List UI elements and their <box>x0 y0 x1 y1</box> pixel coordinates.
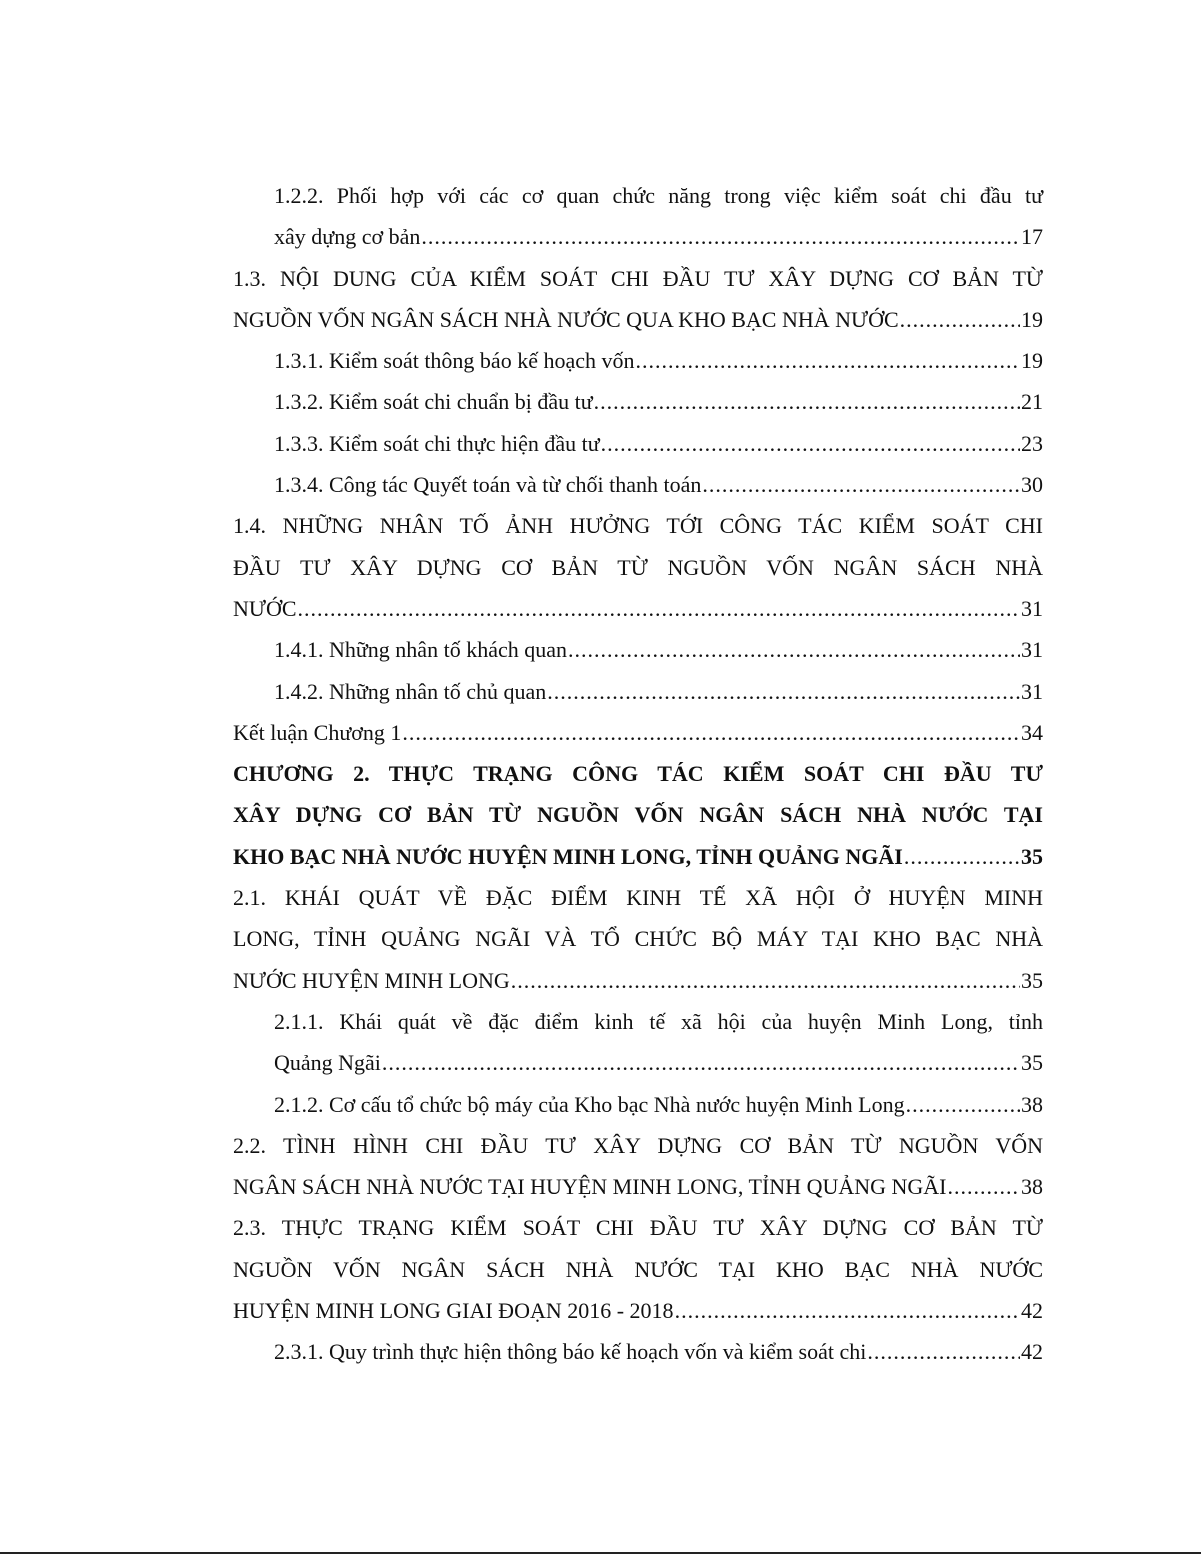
toc-dot-leader <box>511 960 1020 1001</box>
toc-entry[interactable] <box>233 671 1043 712</box>
toc-dot-leader <box>906 1084 1020 1125</box>
toc-entry-line: 1.3. NỘI DUNG CỦA KIỂM SOÁT CHI ĐẦU TƯ XÂY DỰNG CƠ BẢN TỪ <box>233 265 1043 291</box>
toc-entry-line: 1.2.2. Phối hợp với các cơ quan chức năng trong việc kiểm soát chi đầu tư <box>274 183 1043 208</box>
toc-entry-last-line <box>233 1166 1043 1207</box>
toc-dot-leader <box>900 299 1020 340</box>
toc-page-number: 42 <box>1021 1339 1043 1365</box>
toc-page-number: 17 <box>1021 224 1043 250</box>
toc-entry-last-line <box>274 629 1043 670</box>
toc-entry-title: HUYỆN MINH LONG GIAI ĐOẠN 2016 - 2018 <box>233 1298 674 1324</box>
toc-dot-leader <box>402 712 1020 753</box>
toc-entry-title: Quảng Ngãi <box>274 1050 381 1076</box>
toc-page-number: 31 <box>1021 595 1043 621</box>
toc-dot-leader <box>675 1290 1020 1331</box>
toc-dot-leader <box>568 629 1020 670</box>
toc-page-number: 42 <box>1021 1298 1043 1324</box>
toc-entry[interactable] <box>233 877 1043 1001</box>
toc-entry[interactable] <box>233 464 1043 505</box>
toc-entry-title: NƯỚC <box>233 595 297 621</box>
toc-dot-leader <box>601 423 1020 464</box>
toc-entry-title: NGUỒN VỐN NGÂN SÁCH NHÀ NƯỚC QUA KHO BẠC NHÀ NƯỚC <box>233 306 899 332</box>
toc-entry-last-line <box>233 836 1043 877</box>
toc-page-number: 19 <box>1021 306 1043 332</box>
toc-page-number: 35 <box>1021 1050 1043 1076</box>
toc-entry[interactable] <box>233 1084 1043 1125</box>
toc-entry[interactable] <box>233 423 1043 464</box>
toc-page-number: 38 <box>1021 1091 1043 1117</box>
toc-page-number: 30 <box>1021 472 1043 498</box>
toc-entry[interactable] <box>233 340 1043 381</box>
toc-entry-title: 1.4.2. Những nhân tố chủ quan <box>274 678 547 704</box>
toc-entry-line: 2.2. TÌNH HÌNH CHI ĐẦU TƯ XÂY DỰNG CƠ BẢN TỪ NGUỒN VỐN <box>233 1132 1043 1158</box>
toc-entry-last-line <box>233 588 1043 629</box>
toc-entry-title: 2.1.2. Cơ cấu tổ chức bộ máy của Kho bạc Nhà nước huyện Minh Long <box>274 1091 905 1117</box>
toc-entry[interactable] <box>233 175 1043 258</box>
toc-entry[interactable] <box>233 629 1043 670</box>
toc-dot-leader <box>702 464 1020 505</box>
toc-page-number: 35 <box>1021 967 1043 993</box>
toc-entry[interactable] <box>233 1125 1043 1208</box>
toc-page-number: 31 <box>1021 637 1043 663</box>
toc-entry-title: KHO BẠC NHÀ NƯỚC HUYỆN MINH LONG, TỈNH QUẢNG NGÃI <box>233 843 903 869</box>
toc-entry-last-line <box>233 960 1043 1001</box>
toc-entry-line: 2.1.1. Khái quát về đặc điểm kinh tế xã hội của huyện Minh Long, tỉnh <box>274 1008 1043 1034</box>
toc-entry-last-line <box>233 299 1043 340</box>
toc-entry-title: NGÂN SÁCH NHÀ NƯỚC TẠI HUYỆN MINH LONG, TỈNH QUẢNG NGÃI <box>233 1174 947 1200</box>
toc-entry-last-line <box>274 423 1043 464</box>
toc-dot-leader <box>421 216 1020 257</box>
toc-entry-title: 1.3.2. Kiểm soát chi chuẩn bị đầu tư <box>274 389 593 415</box>
toc-entry-line: XÂY DỰNG CƠ BẢN TỪ NGUỒN VỐN NGÂN SÁCH NHÀ NƯỚC TẠI <box>233 802 1043 828</box>
toc-entry-last-line <box>274 1084 1043 1125</box>
toc-entry-line: ĐẦU TƯ XÂY DỰNG CƠ BẢN TỪ NGUỒN VỐN NGÂN SÁCH NHÀ <box>233 554 1043 580</box>
toc-entry-title: NƯỚC HUYỆN MINH LONG <box>233 967 510 993</box>
toc-entry-last-line <box>274 216 1043 257</box>
toc-entry[interactable] <box>233 258 1043 341</box>
toc-dot-leader <box>904 836 1020 877</box>
toc-entry-last-line <box>274 464 1043 505</box>
toc-entry-line: 2.3. THỰC TRẠNG KIỂM SOÁT CHI ĐẦU TƯ XÂY DỰNG CƠ BẢN TỪ <box>233 1215 1043 1241</box>
toc-entry-line: CHƯƠNG 2. THỰC TRẠNG CÔNG TÁC KIỂM SOÁT CHI ĐẦU TƯ <box>233 761 1043 787</box>
toc-dot-leader <box>948 1166 1021 1207</box>
toc-entry-title: 1.3.1. Kiểm soát thông báo kế hoạch vốn <box>274 348 635 374</box>
toc-entry-line: NGUỒN VỐN NGÂN SÁCH NHÀ NƯỚC TẠI KHO BẠC NHÀ NƯỚC <box>233 1256 1043 1282</box>
toc-dot-leader <box>594 381 1020 422</box>
toc-entry[interactable] <box>233 1331 1043 1372</box>
toc-dot-leader <box>298 588 1020 629</box>
toc-page-number: 34 <box>1021 719 1043 745</box>
toc-page-number: 21 <box>1021 389 1043 415</box>
toc-dot-leader <box>636 340 1021 381</box>
toc-entry-title: xây dựng cơ bản <box>274 224 421 250</box>
toc-entry-title: 1.3.4. Công tác Quyết toán và từ chối thanh toán <box>274 472 702 498</box>
toc-entry-last-line <box>233 712 1043 753</box>
toc-entry-line: LONG, TỈNH QUẢNG NGÃI VÀ TỔ CHỨC BỘ MÁY TẠI KHO BẠC NHÀ <box>233 926 1043 952</box>
toc-page-number: 38 <box>1021 1174 1043 1200</box>
toc-entry[interactable] <box>233 505 1043 629</box>
toc-entry-title: Kết luận Chương 1 <box>233 719 402 745</box>
toc-entry-last-line <box>274 1331 1043 1372</box>
toc-entry[interactable] <box>233 381 1043 422</box>
toc-dot-leader <box>547 671 1020 712</box>
table-of-contents <box>233 175 1043 1373</box>
toc-page-number: 19 <box>1021 348 1043 374</box>
toc-entry-title: 2.3.1. Quy trình thực hiện thông báo kế hoạch vốn và kiểm soát chi <box>274 1339 867 1365</box>
toc-entry-last-line <box>274 671 1043 712</box>
toc-entry-line: 2.1. KHÁI QUÁT VỀ ĐẶC ĐIỂM KINH TẾ XÃ HỘI Ở HUYỆN MINH <box>233 885 1043 911</box>
toc-entry[interactable] <box>233 1207 1043 1331</box>
toc-entry-line: 1.4. NHỮNG NHÂN TỐ ẢNH HƯỞNG TỚI CÔNG TÁC KIỂM SOÁT CHI <box>233 513 1043 539</box>
toc-entry-last-line <box>233 1290 1043 1331</box>
toc-dot-leader <box>382 1042 1020 1083</box>
toc-entry[interactable] <box>233 712 1043 753</box>
toc-entry[interactable] <box>233 1001 1043 1084</box>
toc-entry[interactable] <box>233 753 1043 877</box>
toc-entry-title: 1.4.1. Những nhân tố khách quan <box>274 637 567 663</box>
toc-dot-leader <box>867 1331 1020 1372</box>
toc-entry-last-line <box>274 381 1043 422</box>
toc-page-number: 31 <box>1021 678 1043 704</box>
toc-page-number: 23 <box>1021 430 1043 456</box>
toc-entry-last-line <box>274 340 1043 381</box>
toc-page-number: 35 <box>1021 843 1043 869</box>
toc-entry-last-line <box>274 1042 1043 1083</box>
toc-entry-title: 1.3.3. Kiểm soát chi thực hiện đầu tư <box>274 430 600 456</box>
